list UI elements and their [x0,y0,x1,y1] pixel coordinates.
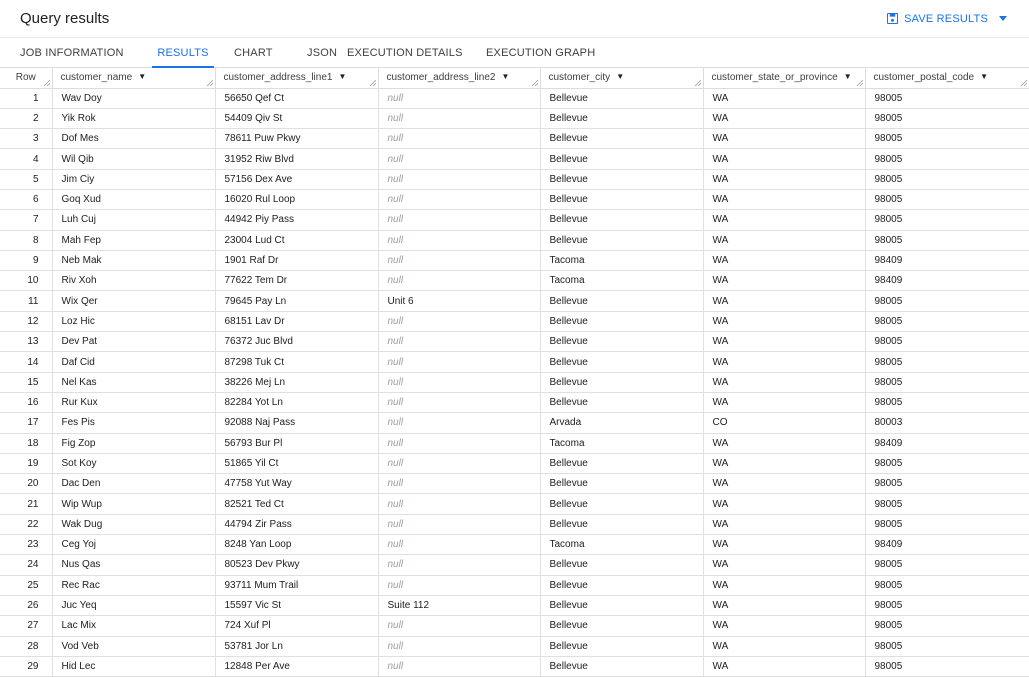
table-cell: Bellevue [540,332,703,352]
table-cell: Arvada [540,413,703,433]
table-cell: WA [703,636,865,656]
table-cell: Bellevue [540,372,703,392]
table-cell: Daf Cid [52,352,215,372]
table-row [0,636,1029,656]
table-cell: 31952 Riw Blvd [215,149,378,169]
row-number: 4 [0,149,52,169]
table-cell: 98409 [865,535,1029,555]
row-number: 3 [0,129,52,149]
table-cell: 79645 Pay Ln [215,291,378,311]
resize-handle-icon[interactable] [694,79,701,86]
table-header-row [0,68,1029,88]
table-cell: Bellevue [540,88,703,108]
table-cell: null [378,413,540,433]
table-cell: 98005 [865,595,1029,615]
table-cell: Wix Qer [52,291,215,311]
column-header[interactable] [865,68,1029,88]
table-cell: 54409 Qiv St [215,108,378,128]
row-number: 6 [0,189,52,209]
table-cell: Bellevue [540,494,703,514]
table-cell: 56793 Bur Pl [215,433,378,453]
table-row [0,352,1029,372]
table-cell: WA [703,332,865,352]
table-cell: Loz Hic [52,311,215,331]
table-cell: WA [703,352,865,372]
table-cell: WA [703,88,865,108]
resize-handle-icon[interactable] [1020,79,1027,86]
table-cell: null [378,433,540,453]
table-cell: Vod Veb [52,636,215,656]
table-cell: 98005 [865,514,1029,534]
table-row [0,230,1029,250]
table-cell: WA [703,535,865,555]
table-row [0,535,1029,555]
table-cell: Bellevue [540,392,703,412]
resize-handle-icon[interactable] [531,79,538,86]
table-cell: WA [703,392,865,412]
column-header[interactable] [540,68,703,88]
row-header-label: Row [15,72,36,84]
row-number: 25 [0,575,52,595]
table-cell: WA [703,129,865,149]
table-cell: Ceg Yoj [52,535,215,555]
table-row [0,149,1029,169]
results-header [0,0,1029,38]
table-cell: Bellevue [540,474,703,494]
table-cell: null [378,332,540,352]
table-cell: Bellevue [540,291,703,311]
table-cell: WA [703,555,865,575]
table-cell: 68151 Lav Dr [215,311,378,331]
table-cell: Bellevue [540,595,703,615]
table-cell: Unit 6 [378,291,540,311]
row-number: 10 [0,271,52,291]
table-cell: 98005 [865,210,1029,230]
table-cell: Bellevue [540,149,703,169]
table-row [0,555,1029,575]
table-cell: null [378,372,540,392]
table-cell: WA [703,271,865,291]
table-cell: null [378,494,540,514]
row-number: 16 [0,392,52,412]
row-number: 17 [0,413,52,433]
table-cell: 76372 Juc Blvd [215,332,378,352]
table-cell: Fig Zop [52,433,215,453]
table-cell: 53781 Jor Ln [215,636,378,656]
table-cell: Wav Doy [52,88,215,108]
row-number: 2 [0,108,52,128]
table-cell: WA [703,169,865,189]
table-cell: Lac Mix [52,616,215,636]
resize-handle-icon[interactable] [206,79,213,86]
table-row [0,616,1029,636]
table-cell: null [378,230,540,250]
tab-json[interactable]: JSON [307,46,338,59]
table-cell: 98005 [865,189,1029,209]
table-cell: Bellevue [540,514,703,534]
table-cell: WA [703,189,865,209]
table-cell: WA [703,656,865,676]
table-row [0,474,1029,494]
table-cell: null [378,656,540,676]
arrow-drop-down-icon [999,16,1007,21]
table-cell: 98005 [865,372,1029,392]
table-row [0,88,1029,108]
table-cell: null [378,514,540,534]
table-cell: 98005 [865,169,1029,189]
table-cell: WA [703,575,865,595]
table-cell: Bellevue [540,636,703,656]
arrow-drop-down-icon[interactable]: ▼ [338,72,347,82]
table-cell: 98005 [865,108,1029,128]
row-number: 22 [0,514,52,534]
table-cell: null [378,108,540,128]
table-cell: 82521 Ted Ct [215,494,378,514]
row-number: 28 [0,636,52,656]
row-number: 24 [0,555,52,575]
table-cell: WA [703,433,865,453]
table-row [0,575,1029,595]
table-cell: 78611 Puw Pkwy [215,129,378,149]
table-cell: 16020 Rul Loop [215,189,378,209]
table-cell: 98005 [865,311,1029,331]
table-cell: Sot Koy [52,453,215,473]
resize-handle-icon[interactable] [369,79,376,86]
table-cell: 724 Xuf Pl [215,616,378,636]
row-number: 27 [0,616,52,636]
table-row [0,291,1029,311]
column-header[interactable] [378,68,540,88]
row-number: 1 [0,88,52,108]
table-cell: 98005 [865,494,1029,514]
table-cell: Wak Dug [52,514,215,534]
table-cell: WA [703,108,865,128]
table-cell: WA [703,372,865,392]
table-cell: Tacoma [540,250,703,270]
table-cell: null [378,129,540,149]
table-cell: Neb Mak [52,250,215,270]
table-cell: 98005 [865,474,1029,494]
table-row [0,108,1029,128]
table-cell: WA [703,474,865,494]
save-results-label: SAVE RESULTS [904,12,988,25]
table-cell: Riv Xoh [52,271,215,291]
column-header-label: customer_name [60,72,133,84]
table-cell: 44942 Piy Pass [215,210,378,230]
column-header-label: customer_postal_code [873,72,975,84]
table-row [0,271,1029,291]
table-cell: 87298 Tuk Ct [215,352,378,372]
save-results-button[interactable] [887,13,1007,25]
table-cell: null [378,250,540,270]
table-cell: 47758 Yut Way [215,474,378,494]
table-cell: Bellevue [540,311,703,331]
table-cell: Bellevue [540,616,703,636]
table-row [0,169,1029,189]
table-body [0,88,1029,677]
row-number: 5 [0,169,52,189]
table-row [0,332,1029,352]
table-cell: Bellevue [540,575,703,595]
row-number: 8 [0,230,52,250]
table-cell: 56650 Qef Ct [215,88,378,108]
table-cell: null [378,271,540,291]
tab-execution-details[interactable]: EXECUTION DETAILS [347,46,463,59]
table-cell: 98005 [865,392,1029,412]
table-cell: Wip Wup [52,494,215,514]
table-cell: 57156 Dex Ave [215,169,378,189]
row-number: 18 [0,433,52,453]
table-row [0,189,1029,209]
table-cell: Luh Cuj [52,210,215,230]
table-cell: 44794 Zir Pass [215,514,378,534]
table-cell: 98005 [865,149,1029,169]
column-header-label: customer_city [548,72,611,84]
table-cell: 98409 [865,250,1029,270]
table-cell: Bellevue [540,656,703,676]
table-cell: 1901 Raf Dr [215,250,378,270]
arrow-drop-down-icon[interactable]: ▼ [616,72,625,82]
arrow-drop-down-icon[interactable]: ▼ [501,72,510,82]
table-row [0,210,1029,230]
table-cell: 98005 [865,555,1029,575]
row-number: 7 [0,210,52,230]
table-cell: Tacoma [540,535,703,555]
table-row [0,129,1029,149]
save-icon [887,13,898,24]
tab-results[interactable]: RESULTS [152,38,214,67]
table-row [0,392,1029,412]
table-cell: Tacoma [540,433,703,453]
column-header-label: customer_state_or_province [711,72,838,84]
table-cell: Bellevue [540,453,703,473]
table-row [0,494,1029,514]
row-number: 15 [0,372,52,392]
table-cell: WA [703,616,865,636]
table-cell: 51865 Yil Ct [215,453,378,473]
table-cell: Bellevue [540,169,703,189]
table-cell: Yik Rok [52,108,215,128]
row-number: 14 [0,352,52,372]
table-cell: Bellevue [540,189,703,209]
arrow-drop-down-icon[interactable]: ▼ [843,72,852,82]
table-row [0,311,1029,331]
table-cell: Nus Qas [52,555,215,575]
row-number: 9 [0,250,52,270]
table-cell: WA [703,250,865,270]
table-row [0,514,1029,534]
column-header[interactable] [52,68,215,88]
table-cell: Rec Rac [52,575,215,595]
table-cell: CO [703,413,865,433]
table-cell: WA [703,595,865,615]
table-cell: null [378,352,540,372]
column-header-label: customer_address_line2 [386,72,496,84]
tab-chart[interactable]: CHART [234,46,273,59]
table-cell: null [378,88,540,108]
row-number: 21 [0,494,52,514]
tab-execution-graph[interactable]: EXECUTION GRAPH [486,46,596,59]
table-cell: 82284 Yot Ln [215,392,378,412]
table-cell: 98005 [865,129,1029,149]
tab-job-information[interactable]: JOB INFORMATION [20,46,124,59]
table-cell: 23004 Lud Ct [215,230,378,250]
table-row [0,656,1029,676]
column-header[interactable] [215,68,378,88]
table-cell: null [378,636,540,656]
table-cell: WA [703,230,865,250]
table-cell: Dac Den [52,474,215,494]
table-row [0,250,1029,270]
table-cell: Hid Lec [52,656,215,676]
row-number: 12 [0,311,52,331]
table-cell: 98005 [865,291,1029,311]
table-cell: Nel Kas [52,372,215,392]
table-row [0,372,1029,392]
table-cell: 98005 [865,575,1029,595]
table-cell: 80003 [865,413,1029,433]
row-number-header [0,68,52,88]
row-number: 19 [0,453,52,473]
table-cell: null [378,210,540,230]
page-title: Query results [20,10,110,27]
table-cell: Dof Mes [52,129,215,149]
table-cell: null [378,535,540,555]
table-cell: WA [703,210,865,230]
table-cell: null [378,169,540,189]
results-tabs [0,38,1029,68]
column-header[interactable] [703,68,865,88]
table-cell: Bellevue [540,555,703,575]
table-cell: Bellevue [540,210,703,230]
table-cell: 12848 Per Ave [215,656,378,676]
table-row [0,595,1029,615]
table-cell: null [378,616,540,636]
table-cell: Bellevue [540,108,703,128]
table-cell: Bellevue [540,352,703,372]
arrow-drop-down-icon[interactable]: ▼ [980,72,989,82]
table-cell: null [378,474,540,494]
resize-handle-icon[interactable] [43,79,50,86]
table-cell: Goq Xud [52,189,215,209]
table-cell: 80523 Dev Pkwy [215,555,378,575]
results-table [0,68,1029,677]
table-cell: WA [703,494,865,514]
table-cell: WA [703,311,865,331]
table-cell: null [378,555,540,575]
table-cell: 98005 [865,616,1029,636]
table-cell: Dev Pat [52,332,215,352]
table-cell: null [378,189,540,209]
table-cell: Tacoma [540,271,703,291]
row-number: 13 [0,332,52,352]
row-number: 26 [0,595,52,615]
table-cell: 98005 [865,230,1029,250]
table-cell: WA [703,453,865,473]
table-row [0,453,1029,473]
table-cell: 8248 Yan Loop [215,535,378,555]
table-cell: null [378,149,540,169]
table-cell: 38226 Mej Ln [215,372,378,392]
table-cell: 98005 [865,656,1029,676]
table-cell: 98409 [865,271,1029,291]
table-cell: Mah Fep [52,230,215,250]
table-cell: null [378,311,540,331]
resize-handle-icon[interactable] [856,79,863,86]
table-cell: 98005 [865,636,1029,656]
table-cell: null [378,392,540,412]
column-header-label: customer_address_line1 [223,72,333,84]
row-number: 20 [0,474,52,494]
table-cell: 92088 Naj Pass [215,413,378,433]
table-cell: Bellevue [540,129,703,149]
table-row [0,433,1029,453]
table-cell: 98409 [865,433,1029,453]
table-cell: Wil Qib [52,149,215,169]
table-cell: Juc Yeq [52,595,215,615]
table-cell: null [378,453,540,473]
table-cell: Bellevue [540,230,703,250]
row-number: 11 [0,291,52,311]
table-cell: 77622 Tem Dr [215,271,378,291]
table-cell: Suite 112 [378,595,540,615]
table-cell: WA [703,149,865,169]
table-cell: WA [703,514,865,534]
table-cell: WA [703,291,865,311]
arrow-drop-down-icon[interactable]: ▼ [138,72,147,82]
table-cell: Rur Kux [52,392,215,412]
table-cell: null [378,575,540,595]
row-number: 23 [0,535,52,555]
table-row [0,413,1029,433]
table-cell: Fes Pis [52,413,215,433]
row-number: 29 [0,656,52,676]
table-cell: 98005 [865,352,1029,372]
table-cell: Jim Ciy [52,169,215,189]
table-cell: 93711 Mum Trail [215,575,378,595]
table-cell: 98005 [865,88,1029,108]
table-cell: 15597 Vic St [215,595,378,615]
table-cell: 98005 [865,453,1029,473]
table-cell: 98005 [865,332,1029,352]
